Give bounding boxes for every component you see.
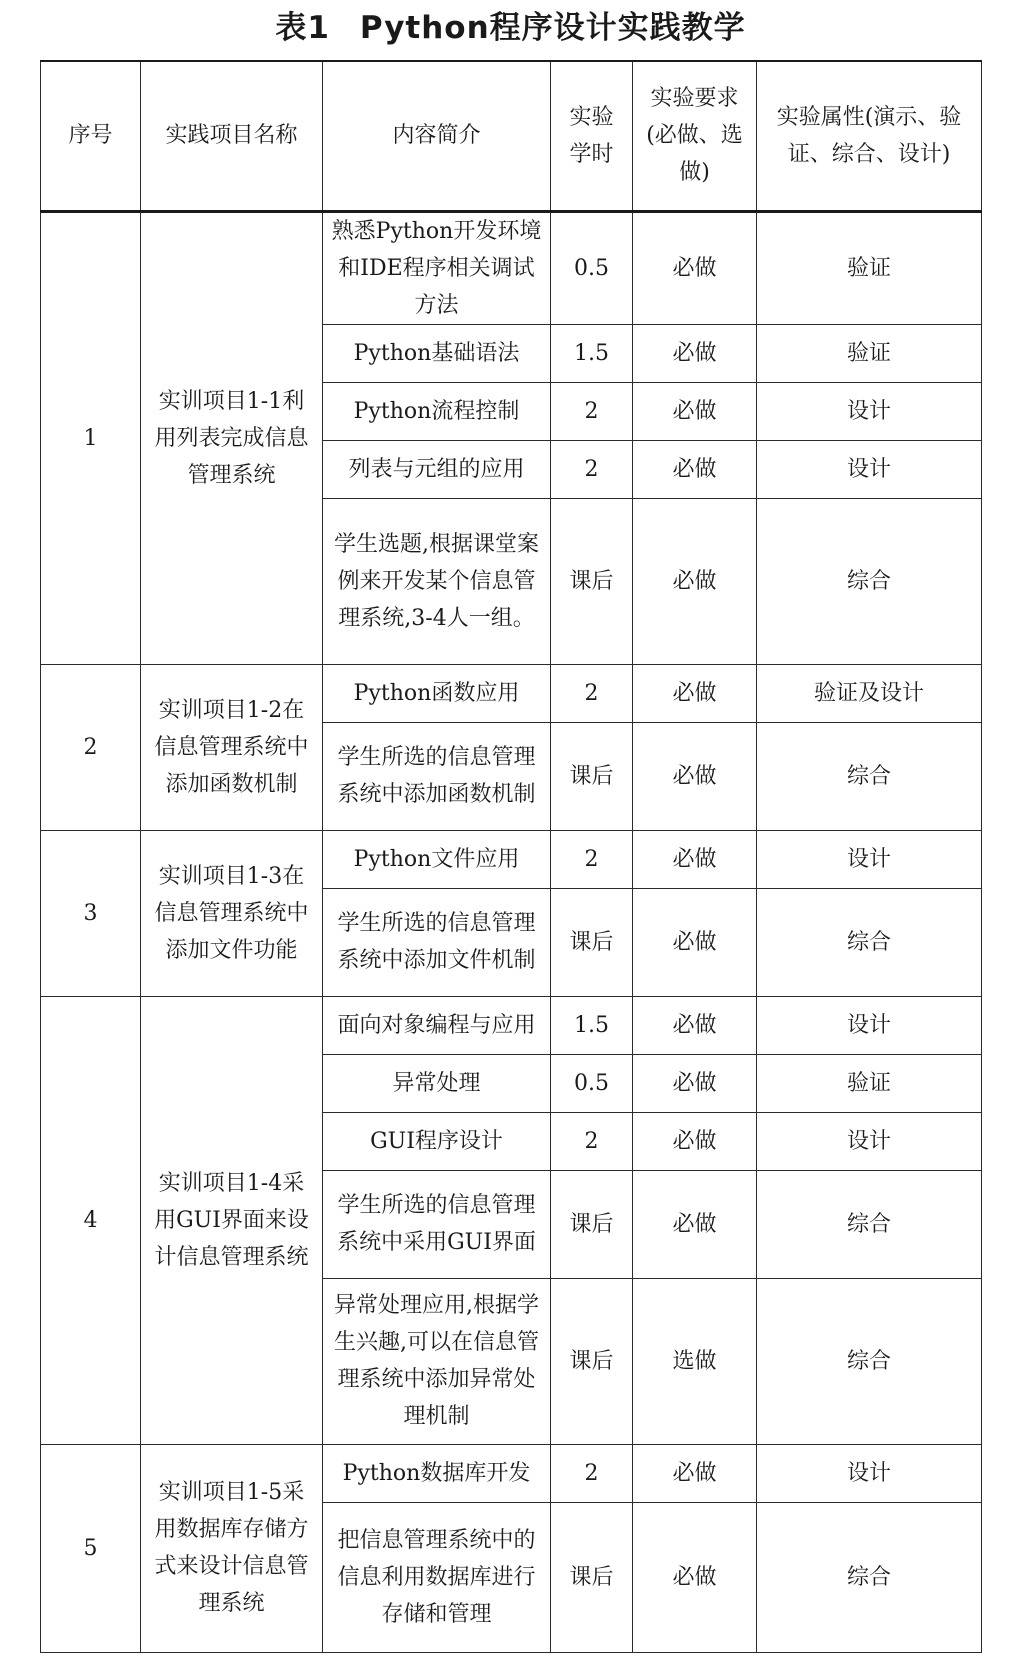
requirement-cell: 必做 <box>633 888 757 996</box>
hours-cell: 2 <box>551 382 633 440</box>
requirement-cell: 必做 <box>633 1444 757 1502</box>
hours-cell: 2 <box>551 664 633 722</box>
hours-cell: 2 <box>551 1444 633 1502</box>
table-label: 表1 <box>275 10 330 46</box>
project-name: 实训项目1-1利用列表完成信息管理系统 <box>141 211 323 664</box>
content-cell: Python函数应用 <box>323 664 551 722</box>
hours-cell: 课后 <box>551 1278 633 1444</box>
hours-cell: 1.5 <box>551 324 633 382</box>
project-no: 3 <box>41 830 141 996</box>
attribute-cell: 综合 <box>757 1170 982 1278</box>
table-row <box>41 1444 982 1502</box>
attribute-cell: 综合 <box>757 722 982 830</box>
project-name: 实训项目1-3在信息管理系统中添加文件功能 <box>141 830 323 996</box>
content-cell: Python数据库开发 <box>323 1444 551 1502</box>
requirement-cell: 必做 <box>633 722 757 830</box>
attribute-cell: 设计 <box>757 1112 982 1170</box>
requirement-cell: 必做 <box>633 324 757 382</box>
project-name: 实训项目1-4采用GUI界面来设计信息管理系统 <box>141 996 323 1444</box>
content-cell: 学生选题,根据课堂案例来开发某个信息管理系统,3-4人一组。 <box>323 498 551 664</box>
requirement-cell: 必做 <box>633 996 757 1054</box>
hours-cell: 课后 <box>551 498 633 664</box>
table-title-text: Python程序设计实践教学 <box>359 10 746 46</box>
header-row <box>41 61 982 211</box>
requirement-cell: 选做 <box>633 1278 757 1444</box>
hours-cell: 课后 <box>551 1170 633 1278</box>
content-cell: 异常处理应用,根据学生兴趣,可以在信息管理系统中添加异常处理机制 <box>323 1278 551 1444</box>
requirement-cell: 必做 <box>633 1112 757 1170</box>
header-content: 内容简介 <box>323 61 551 211</box>
hours-cell: 2 <box>551 1112 633 1170</box>
hours-cell: 0.5 <box>551 211 633 324</box>
header-hours: 实验学时 <box>551 61 633 211</box>
attribute-cell: 设计 <box>757 440 982 498</box>
project-no: 1 <box>41 211 141 664</box>
content-cell: 学生所选的信息管理系统中采用GUI界面 <box>323 1170 551 1278</box>
requirement-cell: 必做 <box>633 440 757 498</box>
header-attribute: 实验属性(演示、验证、综合、设计) <box>757 61 982 211</box>
content-cell: 学生所选的信息管理系统中添加文件机制 <box>323 888 551 996</box>
attribute-cell: 设计 <box>757 1444 982 1502</box>
requirement-cell: 必做 <box>633 1170 757 1278</box>
attribute-cell: 验证 <box>757 211 982 324</box>
table-row <box>41 996 982 1054</box>
content-cell: 学生所选的信息管理系统中添加函数机制 <box>323 722 551 830</box>
content-cell: 把信息管理系统中的信息利用数据库进行存储和管理 <box>323 1502 551 1652</box>
hours-cell: 2 <box>551 440 633 498</box>
content-cell: GUI程序设计 <box>323 1112 551 1170</box>
requirement-cell: 必做 <box>633 211 757 324</box>
attribute-cell: 验证及设计 <box>757 664 982 722</box>
project-no: 5 <box>41 1444 141 1652</box>
table-title <box>0 0 1021 56</box>
requirement-cell: 必做 <box>633 498 757 664</box>
attribute-cell: 设计 <box>757 996 982 1054</box>
content-cell: Python流程控制 <box>323 382 551 440</box>
content-cell: 列表与元组的应用 <box>323 440 551 498</box>
hours-cell: 课后 <box>551 722 633 830</box>
hours-cell: 课后 <box>551 888 633 996</box>
attribute-cell: 验证 <box>757 324 982 382</box>
requirement-cell: 必做 <box>633 830 757 888</box>
table-row <box>41 664 982 722</box>
project-name: 实训项目1-5采用数据库存储方式来设计信息管理系统 <box>141 1444 323 1652</box>
header-requirement: 实验要求(必做、选做) <box>633 61 757 211</box>
attribute-cell: 设计 <box>757 382 982 440</box>
attribute-cell: 综合 <box>757 888 982 996</box>
attribute-cell: 验证 <box>757 1054 982 1112</box>
hours-cell: 1.5 <box>551 996 633 1054</box>
hours-cell: 0.5 <box>551 1054 633 1112</box>
attribute-cell: 综合 <box>757 1278 982 1444</box>
content-cell: Python基础语法 <box>323 324 551 382</box>
content-cell: 面向对象编程与应用 <box>323 996 551 1054</box>
requirement-cell: 必做 <box>633 1054 757 1112</box>
project-no: 4 <box>41 996 141 1444</box>
project-no: 2 <box>41 664 141 830</box>
table-row <box>41 211 982 324</box>
content-cell: Python文件应用 <box>323 830 551 888</box>
content-cell: 异常处理 <box>323 1054 551 1112</box>
attribute-cell: 设计 <box>757 830 982 888</box>
attribute-cell: 综合 <box>757 1502 982 1652</box>
hours-cell: 课后 <box>551 1502 633 1652</box>
practice-table <box>40 60 982 1653</box>
header-no: 序号 <box>41 61 141 211</box>
content-cell: 熟悉Python开发环境和IDE程序相关调试方法 <box>323 211 551 324</box>
header-name: 实践项目名称 <box>141 61 323 211</box>
hours-cell: 2 <box>551 830 633 888</box>
requirement-cell: 必做 <box>633 664 757 722</box>
project-name: 实训项目1-2在信息管理系统中添加函数机制 <box>141 664 323 830</box>
requirement-cell: 必做 <box>633 1502 757 1652</box>
table-row <box>41 830 982 888</box>
attribute-cell: 综合 <box>757 498 982 664</box>
requirement-cell: 必做 <box>633 382 757 440</box>
